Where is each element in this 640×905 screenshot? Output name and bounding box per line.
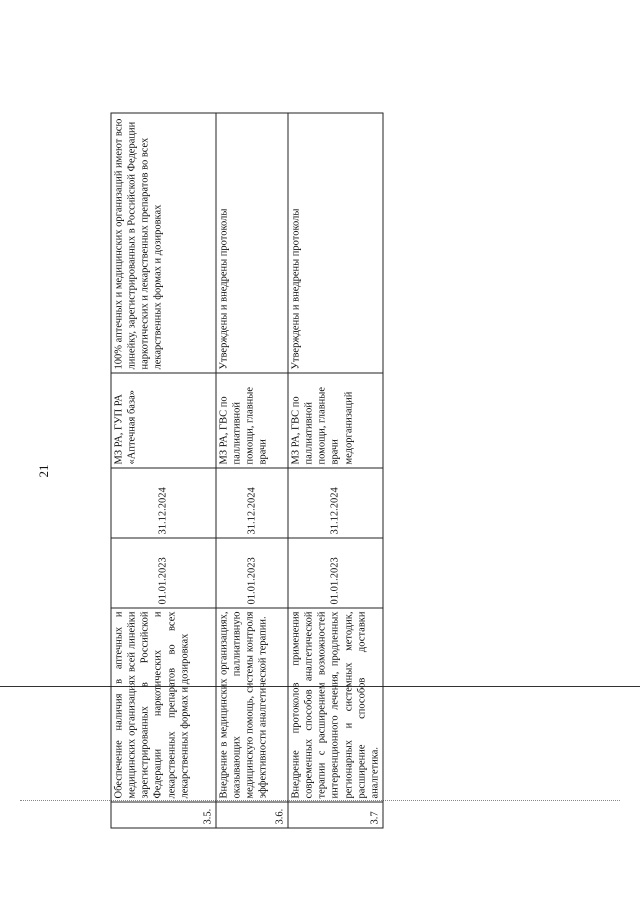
page-number: 21	[36, 464, 51, 478]
result-cell: Утверждены и внедрены протоколы	[288, 113, 383, 373]
result-cell: Утверждены и внедрены протоколы	[216, 113, 288, 373]
end-date-cell: 31.12.2024	[216, 468, 288, 538]
measures-table-container	[111, 114, 382, 829]
start-date-cell: 01.01.2023	[111, 538, 216, 608]
start-date-cell: 01.01.2023	[216, 538, 288, 608]
start-date-cell: 01.01.2023	[288, 538, 383, 608]
measures-table	[111, 113, 384, 829]
row-number: 3.7	[288, 802, 383, 828]
row-number: 3.6.	[216, 802, 288, 828]
table-row	[111, 113, 216, 828]
table-row	[288, 113, 383, 828]
result-cell: 100% аптечных и медицинских организаций имеют всю линейку, зарегистрированных в Российской Федерации наркотических и лекарственных препаратов во всех лекарственных формах и дозировках	[111, 113, 216, 373]
responsible-cell: МЗ РА, ГВС по паллиативной помощи, главные врачи	[216, 373, 288, 468]
responsible-cell: МЗ РА, ГВС по паллиативной помощи, главные врачи медорганизаций	[288, 373, 383, 468]
measure-cell: Обеспечение наличия в аптечных и медицинских организациях всей линейки зарегистрированных в Российской Федерации наркотических и лекарственных препаратов во всех лекарственных формах и дозировках	[111, 608, 216, 802]
end-date-cell: 31.12.2024	[111, 468, 216, 538]
end-date-cell: 31.12.2024	[288, 468, 383, 538]
table-row	[216, 113, 288, 828]
measure-cell: Внедрение протоколов применения современных способов аналгетической терапии с расширением возможностей интервенционного лечения, продленных регионарных и системных методик, расширение способов доставки аналгетика.	[288, 608, 383, 802]
row-number: 3.5.	[111, 802, 216, 828]
measure-cell: Внедрение в медицинских организациях, оказывающих паллиативную медицинскую помощь, системы контроля эффективности аналгетической терапии.	[216, 608, 288, 802]
responsible-cell: МЗ РА, ГУП РА «Аптечная база»	[111, 373, 216, 468]
